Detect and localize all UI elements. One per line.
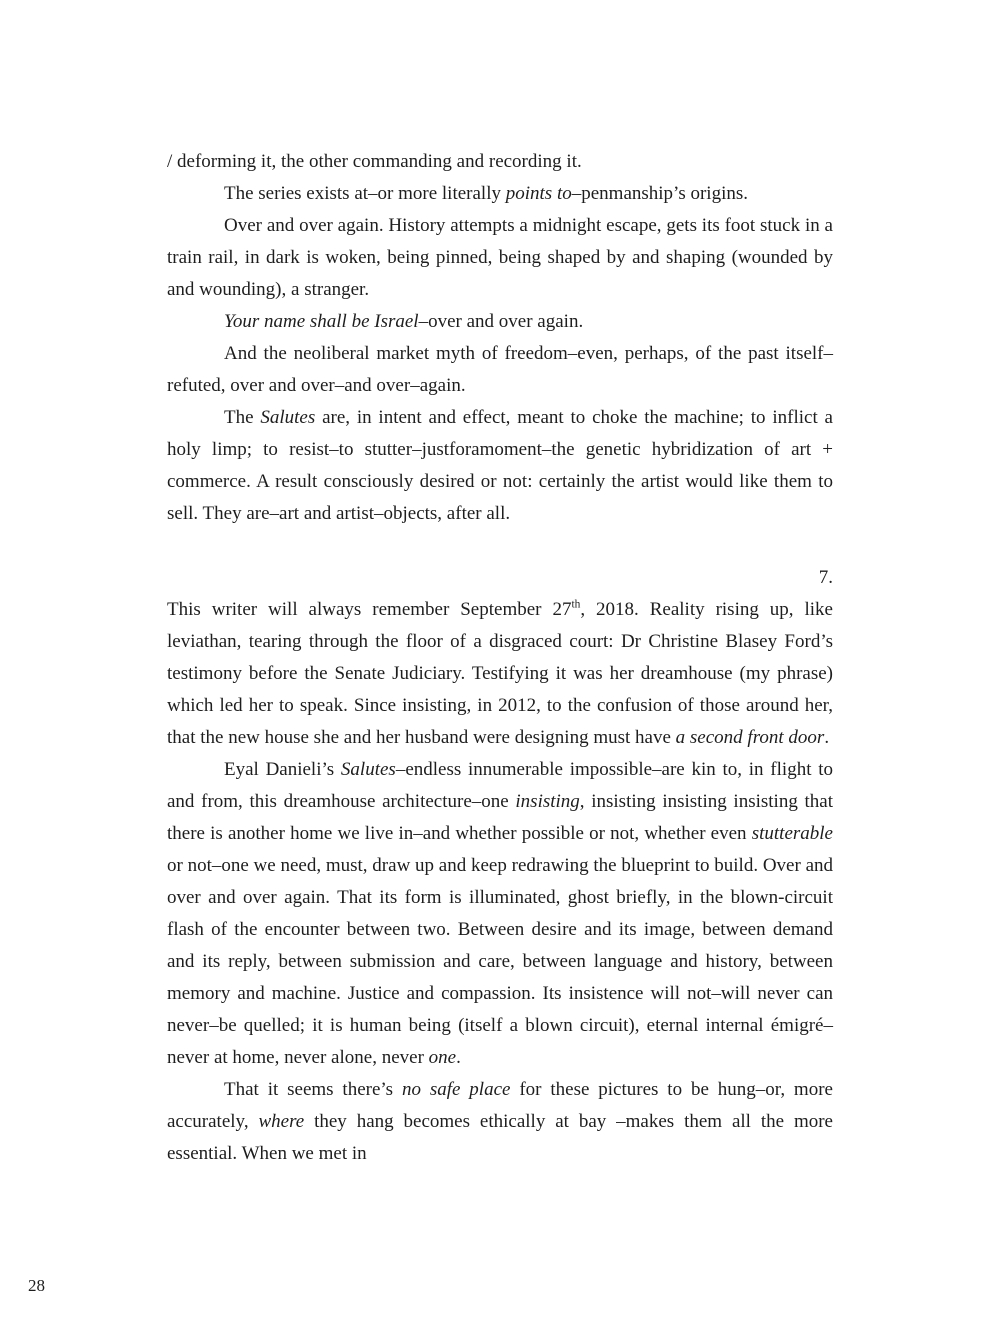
italic-text: a second front door (675, 727, 825, 748)
body-text: are, in intent and effect, meant to choke the machine; to inflict a holy limp; to resist–to stutter–justforamoment–the genetic hybridization of art + commerce. A result consciously desired or not: certainly the artist would like them to sell. They are–art and artist–objects, after all. (167, 407, 833, 524)
italic-text: insisting (515, 791, 580, 812)
italic-text: Salutes (260, 407, 316, 428)
italic-text: points to (505, 183, 572, 204)
paragraph (167, 178, 833, 210)
body-text: or not–one we need, must, draw up and keep redrawing the blueprint to build. Over and over and over again. That its form is illuminated, ghost briefly, in the blown-circuit flash of the encounter between two. Between desire and its image, between demand and its reply, between submission and care, between language and history, between memory and machine. Justice and compassion. Its insistence will not–will never can never–be quelled; it is human being (itself a blown circuit), eternal internal émigré–never at home, never alone, never (167, 855, 833, 1068)
page-number: 28 (28, 1276, 45, 1295)
body-text: –penmanship’s origins. (571, 183, 749, 204)
section-number (167, 562, 833, 594)
italic-text: where (258, 1111, 305, 1132)
italic-text: one (428, 1047, 457, 1068)
paragraph (167, 1074, 833, 1170)
paragraph (167, 754, 833, 1074)
italic-text: Salutes (340, 759, 396, 780)
paragraph (167, 146, 833, 178)
italic-text: no safe place (401, 1079, 511, 1100)
paragraph (167, 594, 833, 754)
body-text: The series exists at–or more literally (224, 183, 506, 204)
body-text: –endless innumerable impossible–are kin to, in flight to and from, this dreamhouse architecture–one (167, 759, 833, 812)
italic-text: Your name shall be Israel (224, 311, 419, 332)
body-text: . (456, 1047, 461, 1068)
body-text: That it seems there’s (224, 1079, 402, 1100)
paragraph (167, 402, 833, 530)
body-text: 7. (818, 567, 833, 588)
body-text: Over and over again. History attempts a midnight escape, gets its foot stuck in a train rail, in dark is woken, being pinned, being shaped by and shaping (wounded by and wounding), a stranger. (167, 215, 833, 300)
body-text: , insisting insisting insisting that there is another home we live in–and whether possible or not, whether even (167, 791, 833, 844)
superscript-text: th (571, 598, 581, 611)
body-text: This writer will always remember September 27 (167, 599, 572, 620)
body-text: , 2018. Reality rising up, like leviathan, tearing through the floor of a disgraced court: Dr Christine Blasey Ford’s testimony before the Senate Judiciary. Testifying it was her dreamhouse (my phrase) which led her to speak. Since insisting, in 2012, to the confusion of those around her, that the new house she and her husband were designing must have (167, 599, 833, 748)
body-text: / deforming it, the other commanding and recording it. (167, 151, 582, 172)
text-column (167, 146, 833, 1170)
italic-text: stutterable (751, 823, 833, 844)
body-text: The (224, 407, 261, 428)
body-text: they hang becomes ethically at bay –makes them all the more essential. When we met in (167, 1111, 833, 1164)
body-text: –over and over again. (418, 311, 584, 332)
body-text: And the neoliberal market myth of freedom–even, perhaps, of the past itself–refuted, over and over–and over–again. (167, 343, 833, 396)
paragraph (167, 210, 833, 306)
body-text: Eyal Danieli’s (224, 759, 341, 780)
paragraph (167, 306, 833, 338)
body-text: for these pictures to be hung–or, more accurately, (167, 1079, 833, 1132)
body-text: . (824, 727, 830, 748)
paragraph (167, 338, 833, 402)
